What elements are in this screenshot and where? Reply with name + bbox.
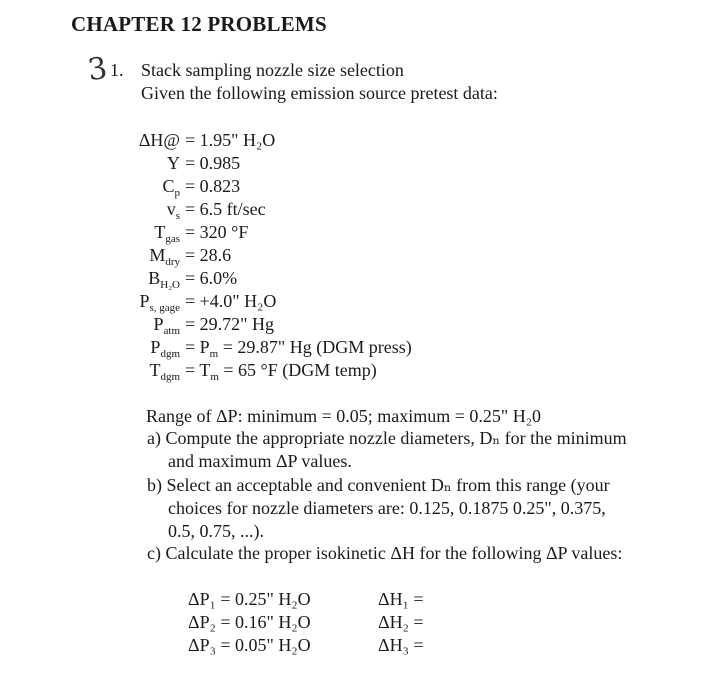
part-c-line-1: c) Calculate the proper isokinetic ΔH for the following ΔP values: (147, 543, 623, 563)
symbol-subscript: dgm (160, 348, 180, 360)
data-symbol (108, 291, 180, 312)
data-symbol (108, 360, 180, 381)
symbol-subscript: dry (165, 256, 180, 268)
dp-value-3: ΔP₃ = 0.05" H₂O (188, 635, 311, 655)
data-value: = +4.0" H₂O (185, 291, 277, 311)
symbol-base: P (150, 337, 161, 357)
data-symbol (108, 268, 180, 289)
part-b-line-1: b) Select an acceptable and convenient Dₙ from this range (your (147, 475, 610, 495)
value-subscript: m (209, 348, 219, 360)
data-row (108, 314, 274, 335)
symbol-subscript: s (175, 210, 180, 222)
dh-result-1: ΔH₁ = (378, 589, 424, 609)
data-symbol (108, 199, 180, 220)
symbol-base: ΔH@ (138, 130, 180, 150)
problem-intro: Given the following emission source pretest data: (141, 83, 498, 103)
value-tail: = 65 °F (DGM temp) (218, 360, 377, 380)
data-symbol (108, 153, 180, 174)
value-subscript: m (210, 371, 219, 383)
data-symbol (108, 130, 180, 151)
data-value: = P (185, 337, 210, 357)
problem-number: 1. (110, 60, 124, 80)
part-b-line-2: choices for nozzle diameters are: 0.125, 0.1875 0.25", 0.375, (168, 498, 606, 518)
symbol-base: T (149, 360, 161, 380)
data-value: = 0.985 (185, 153, 241, 173)
symbol-base: B (148, 268, 161, 288)
data-row (108, 199, 266, 220)
dp-value-1: ΔP₁ = 0.25" H₂O (188, 589, 311, 609)
symbol-subscript: gas (165, 233, 180, 245)
dp-value-2: ΔP₂ = 0.16" H₂O (188, 612, 311, 632)
symbol-subscript: s, gage (149, 302, 180, 314)
data-value: = 28.6 (185, 245, 232, 265)
symbol-base: M (149, 245, 166, 265)
data-row (108, 222, 248, 243)
data-value: = 29.72" Hg (185, 314, 274, 334)
data-row (108, 130, 275, 151)
data-row (108, 268, 237, 289)
symbol-base: P (153, 314, 164, 334)
chapter-title: CHAPTER 12 PROBLEMS (71, 12, 327, 36)
data-row (108, 291, 276, 312)
data-row (108, 245, 231, 266)
problem-title: Stack sampling nozzle size selection (141, 60, 404, 80)
data-value: = 0.823 (185, 176, 241, 196)
data-value: = 6.0% (185, 268, 238, 288)
symbol-base: v (166, 199, 176, 219)
range-statement: Range of ΔP: minimum = 0.05; maximum = 0.25" H₂0 (146, 406, 541, 426)
value-tail: = 29.87" Hg (DGM press) (218, 337, 412, 357)
data-symbol (108, 245, 180, 266)
part-a-line-1: a) Compute the appropriate nozzle diameters, Dₙ for the minimum (147, 428, 627, 448)
handwritten-problem-mark: 3 (85, 50, 110, 89)
symbol-base: T (154, 222, 166, 242)
symbol-subscript: atm (163, 325, 180, 337)
symbol-subscript: p (174, 187, 180, 199)
symbol-base: P (139, 291, 150, 311)
symbol-base: Y (167, 153, 180, 173)
symbol-base: C (162, 176, 175, 196)
data-symbol (108, 176, 180, 197)
data-value: = 320 °F (185, 222, 249, 242)
dh-result-3: ΔH₃ = (378, 635, 424, 655)
data-row (108, 337, 412, 358)
symbol-subscript: dgm (160, 371, 180, 383)
part-a-line-2: and maximum ΔP values. (168, 451, 352, 471)
data-symbol (108, 337, 180, 358)
data-value: = 1.95" H₂O (185, 130, 276, 150)
data-row (108, 176, 240, 197)
data-row (108, 153, 240, 174)
data-symbol (108, 222, 180, 243)
dh-result-2: ΔH₂ = (378, 612, 424, 632)
part-b-line-3: 0.5, 0.75, ...). (168, 521, 264, 541)
data-value: = T (185, 360, 211, 380)
symbol-subscript: H₂O (160, 279, 180, 291)
data-symbol (108, 314, 180, 335)
data-value: = 6.5 ft/sec (185, 199, 266, 219)
data-row (108, 360, 377, 381)
